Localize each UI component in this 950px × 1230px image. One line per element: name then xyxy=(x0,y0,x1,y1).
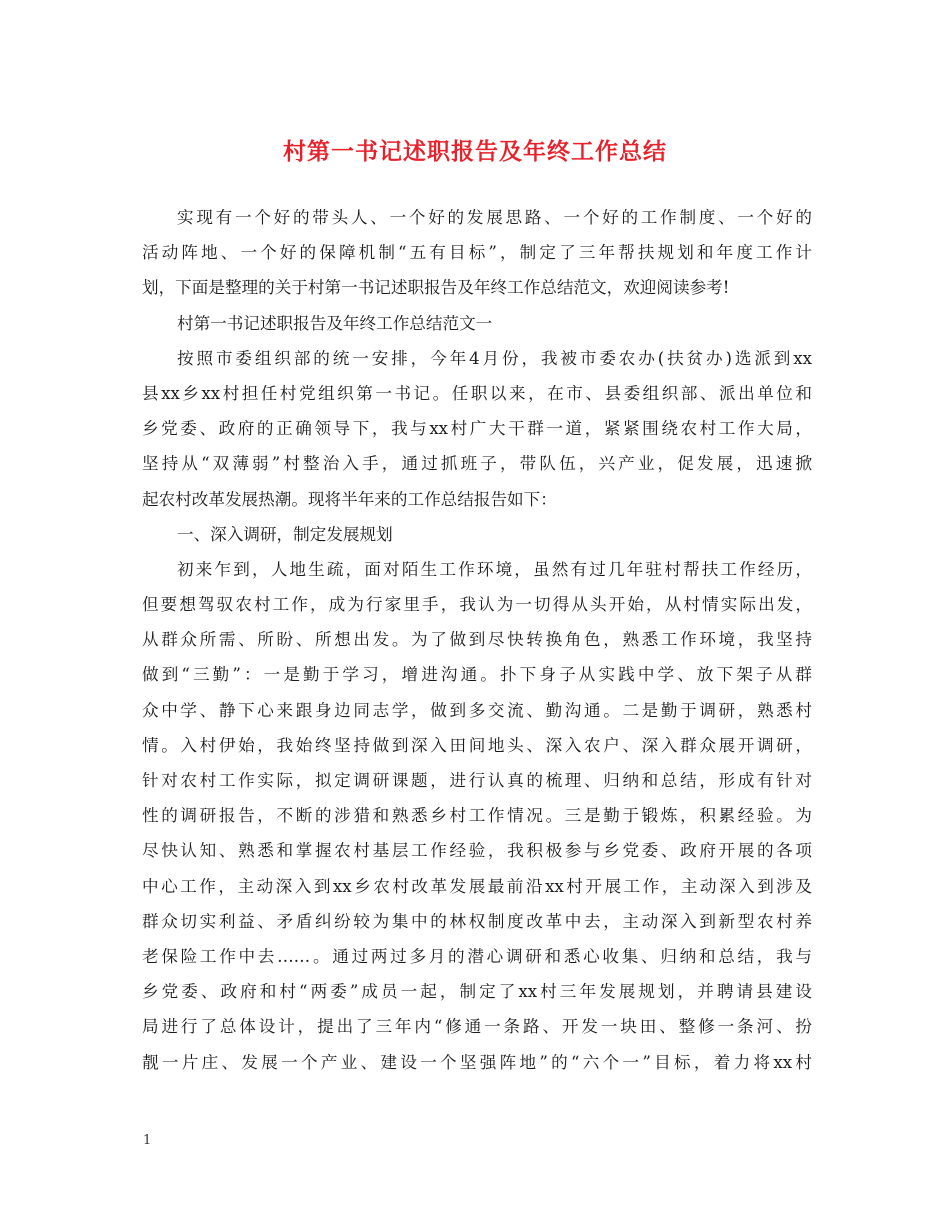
body-line: 乡党委、政府的正确领导下，我与xx村广大干群一道，紧紧围绕农村工作大局， xyxy=(142,419,812,439)
body-line: 但要想驾驭农村工作，成为行家里手，我认为一切得从头开始，从村情实际出发， xyxy=(142,595,812,615)
body-line: 划，下面是整理的关于村第一书记述职报告及年终工作总结范文，欢迎阅读参考! xyxy=(142,278,730,298)
body-line: 众中学、静下心来跟身边同志学，做到多交流、勤沟通。二是勤于调研，熟悉村 xyxy=(142,700,812,720)
document-title: 村第一书记述职报告及年终工作总结 xyxy=(283,138,667,165)
body-line: 局进行了总体设计，提出了三年内“修通一条路、开发一块田、整修一条河、扮 xyxy=(142,1017,812,1037)
body-line: 初来乍到，人地生疏，面对陌生工作环境，虽然有过几年驻村帮扶工作经历， xyxy=(177,559,812,579)
body-line: 实现有一个好的带头人、一个好的发展思路、一个好的工作制度、一个好的 xyxy=(177,208,812,227)
body-line: 做到“三勤”：一是勤于学习，增进沟通。扑下身子从实践中学、放下架子从群 xyxy=(142,665,812,685)
body-line: 中心工作，主动深入到xx乡农村改革发展最前沿xx村开展工作，主动深入到涉及 xyxy=(142,876,812,896)
body-line: 靓一片庄、发展一个产业、建设一个坚强阵地”的“六个一”目标，着力将xx村 xyxy=(142,1052,812,1072)
body-line: 起农村改革发展热潮。现将半年来的工作总结报告如下： xyxy=(142,489,557,509)
body-line: 一、深入调研，制定发展规划 xyxy=(177,524,393,544)
body-line: 活动阵地、一个好的保障机制“五有目标”，制定了三年帮扶规划和年度工作计 xyxy=(142,243,812,263)
body-line: 坚持从“双薄弱”村整治入手，通过抓班子，带队伍，兴产业，促发展，迅速掀 xyxy=(142,454,812,474)
body-line: 尽快认知、熟悉和掌握农村基层工作经验，我积极参与乡党委、政府开展的各项 xyxy=(142,841,812,861)
body-line: 针对农村工作实际，拟定调研课题，进行认真的梳理、归纳和总结，形成有针对 xyxy=(142,771,812,790)
body-line: 从群众所需、所盼、所想出发。为了做到尽快转换角色，熟悉工作环境，我坚持 xyxy=(142,630,812,650)
body-line: 乡党委、政府和村“两委”成员一起，制定了xx村三年发展规划，并聘请县建设 xyxy=(142,982,812,1002)
body-line: 按照市委组织部的统一安排，今年4月份，我被市委农办(扶贫办)选派到xx xyxy=(177,348,812,368)
body-line: 群众切实利益、矛盾纠纷较为集中的林权制度改革中去，主动深入到新型农村养 xyxy=(142,911,812,931)
document-body xyxy=(142,200,812,1080)
body-line: 性的调研报告，不断的涉猎和熟悉乡村工作情况。三是勤于锻炼，积累经验。为 xyxy=(142,806,812,826)
body-line: 情。入村伊始，我始终坚持做到深入田间地头、深入农户、深入群众展开调研， xyxy=(142,735,812,755)
body-line: 老保险工作中去……。通过两过多月的潜心调研和悉心收集、归纳和总结，我与 xyxy=(142,946,812,966)
body-line: 村第一书记述职报告及年终工作总结范文一 xyxy=(177,313,493,333)
body-line: 县xx乡xx村担任村党组织第一书记。任职以来，在市、县委组织部、派出单位和 xyxy=(142,383,812,403)
page-number: 1 xyxy=(143,1133,152,1148)
